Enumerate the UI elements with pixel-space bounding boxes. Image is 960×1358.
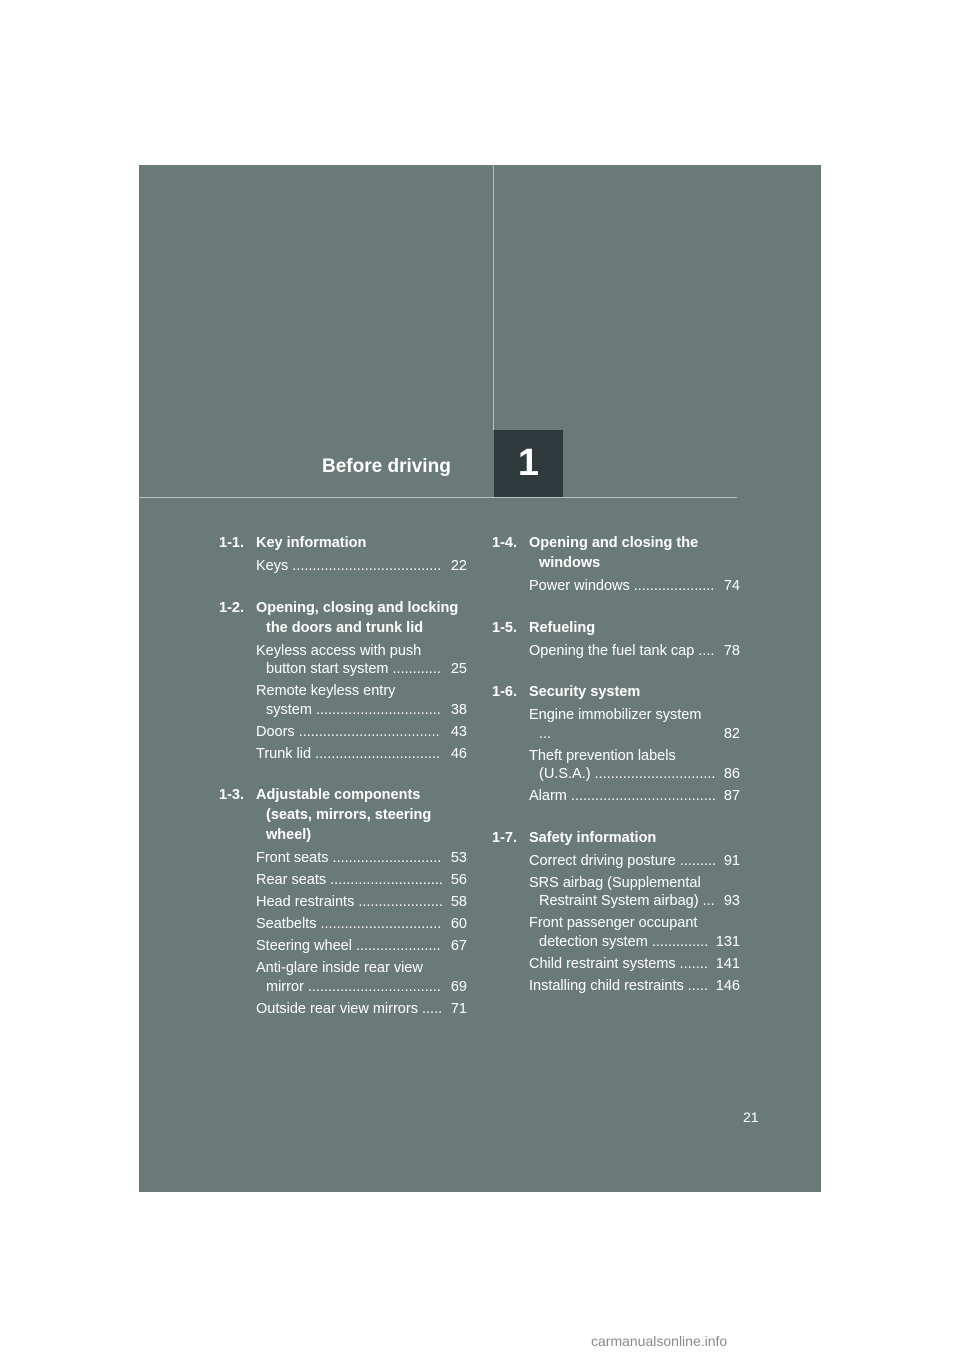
entry-page-number: 93 (723, 893, 740, 909)
toc-section (219, 785, 467, 1018)
toc-entry[interactable] (529, 706, 740, 743)
entry-page-number: 25 (450, 661, 467, 677)
section-number: 1-1. (219, 535, 244, 551)
toc-entry[interactable] (529, 747, 740, 784)
section-title: Safety information (529, 829, 657, 846)
toc-entry[interactable] (256, 642, 467, 679)
entry-page-number: 60 (450, 916, 467, 932)
toc-entry[interactable] (529, 852, 740, 871)
entry-title: Opening the fuel tank cap .... (529, 642, 715, 659)
entry-title: Child restraint systems ....... (529, 955, 708, 972)
entry-page-number: 69 (450, 978, 467, 995)
toc-entry[interactable] (529, 642, 740, 661)
entry-page-number: 82 (723, 725, 740, 742)
entry-title: Engine immobilizer system ... (529, 707, 702, 742)
section-title: Opening and closing the windows (529, 535, 699, 571)
entry-page-number: 74 (723, 578, 740, 594)
entry-page-number: 38 (450, 701, 467, 718)
section-title: Opening, closing and locking the doors and trunk lid (256, 599, 459, 636)
toc-entry[interactable] (256, 745, 467, 764)
toc-entry[interactable] (256, 557, 467, 576)
entry-page-number: 56 (450, 872, 467, 888)
entry-page-number: 86 (723, 766, 740, 782)
section-title: Security system (529, 684, 641, 700)
entry-title: Remote keyless entry system ............................... (256, 683, 441, 718)
toc-entry[interactable] (256, 682, 467, 719)
entry-page-number: 43 (450, 723, 467, 740)
entry-title: Correct driving posture ......... (529, 852, 716, 869)
entry-title: Rear seats ............................ (256, 872, 443, 888)
section-heading[interactable] (219, 533, 467, 553)
chapter-number-box: 1 (494, 430, 563, 497)
toc-entry[interactable] (256, 915, 467, 934)
section-title: Refueling (529, 619, 596, 636)
entry-page-number: 78 (723, 642, 740, 659)
toc-entry[interactable] (256, 959, 467, 996)
toc-entry[interactable] (256, 871, 467, 890)
entry-title: Anti-glare inside rear view mirror ................................. (256, 960, 441, 995)
chapter-panel (139, 165, 821, 1192)
entry-page-number: 141 (715, 955, 740, 972)
toc-entry[interactable] (529, 874, 740, 911)
section-heading[interactable] (219, 598, 467, 638)
toc-entry[interactable] (256, 1000, 467, 1019)
toc-left-column (219, 533, 467, 1040)
toc-section (492, 533, 740, 596)
entry-title: Trunk lid ............................... (256, 745, 440, 762)
toc-entry[interactable] (529, 577, 740, 596)
entry-page-number: 22 (450, 558, 467, 574)
entry-title: Alarm .................................... (529, 788, 716, 804)
entry-title: Seatbelts .............................. (256, 916, 442, 932)
section-number: 1-5. (492, 619, 517, 636)
entry-title: Installing child restraints ..... (529, 977, 708, 994)
entry-page-number: 146 (715, 977, 740, 994)
entry-title: Head restraints ..................... (256, 894, 443, 910)
entry-title: Keys ..................................... (256, 558, 442, 574)
section-number: 1-7. (492, 829, 517, 846)
entry-page-number: 58 (450, 894, 467, 910)
toc-entry[interactable] (529, 914, 740, 951)
entry-title: Front passenger occupant detection system .............. (529, 915, 709, 950)
section-heading[interactable] (219, 785, 467, 845)
toc-section (492, 828, 740, 996)
watermark: carmanualsonline.info (591, 1333, 728, 1349)
toc-entry[interactable] (256, 849, 467, 868)
entry-title: SRS airbag (Supplemental Restraint System airbag) ... (529, 874, 715, 909)
toc-section (219, 598, 467, 764)
section-number: 1-3. (219, 787, 244, 803)
entry-title: Outside rear view mirrors ..... (256, 1000, 443, 1017)
section-number: 1-2. (219, 599, 244, 616)
toc-entry[interactable] (256, 937, 467, 956)
entry-page-number: 46 (450, 745, 467, 762)
section-title: Adjustable components (seats, mirrors, steering wheel) (256, 787, 432, 843)
section-heading[interactable] (492, 533, 740, 573)
toc-section (492, 682, 740, 806)
horizontal-divider (139, 497, 737, 498)
section-heading[interactable] (492, 828, 740, 848)
page-number: 21 (743, 1109, 759, 1125)
section-number: 1-4. (492, 535, 517, 551)
entry-title: Power windows .................... (529, 578, 715, 594)
entry-title: Theft prevention labels (U.S.A.) .............................. (529, 747, 716, 782)
toc-entry[interactable] (529, 787, 740, 806)
toc-section (219, 533, 467, 576)
entry-page-number: 91 (723, 852, 740, 869)
section-heading[interactable] (492, 682, 740, 702)
entry-page-number: 87 (723, 788, 740, 804)
entry-title: Steering wheel ..................... (256, 938, 441, 954)
entry-title: Keyless access with push button start system ............ (256, 642, 441, 677)
toc-entry[interactable] (529, 955, 740, 974)
entry-title: Front seats ........................... (256, 850, 442, 866)
toc-section (492, 618, 740, 661)
section-title: Key information (256, 535, 367, 551)
entry-page-number: 131 (715, 933, 740, 950)
section-number: 1-6. (492, 684, 517, 700)
toc-right-column (492, 533, 740, 1017)
toc-entry[interactable] (256, 723, 467, 742)
toc-entry[interactable] (529, 977, 740, 996)
toc-entry[interactable] (256, 893, 467, 912)
entry-title: Doors ................................... (256, 723, 440, 740)
section-heading[interactable] (492, 618, 740, 638)
entry-page-number: 71 (450, 1000, 467, 1017)
chapter-title: Before driving (322, 456, 451, 477)
entry-page-number: 67 (450, 938, 467, 954)
vertical-divider (493, 165, 494, 430)
entry-page-number: 53 (450, 850, 467, 866)
